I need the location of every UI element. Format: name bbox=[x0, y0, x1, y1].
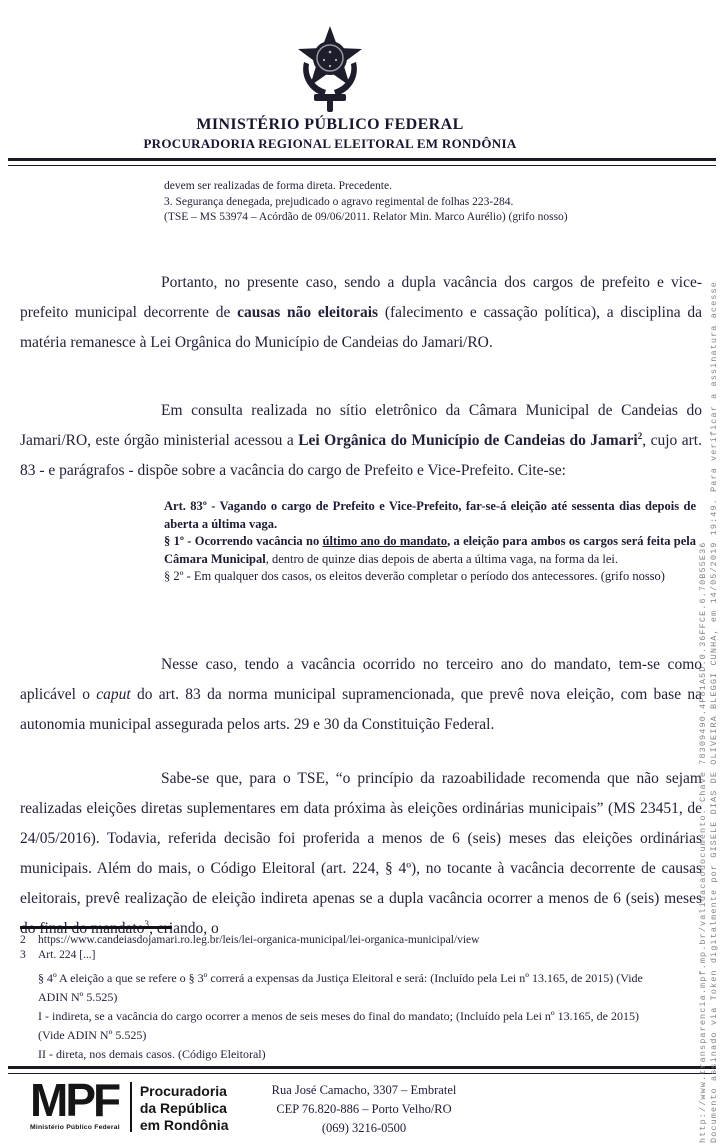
quote-line: 3. Segurança denegada, prejudicado o agravo regimental de folhas 223-284. bbox=[164, 195, 514, 208]
document-header bbox=[0, 116, 660, 152]
address-line: (069) 3216-0500 bbox=[321, 1121, 407, 1135]
paragraph-sabe-se: Sabe-se que, para o TSE, “o princípio da razoabilidade recomenda que não sejam realizadas eleições diretas suplementares em data próxima às eleições ordinárias municipais” (MS 23451, de 24/05/2016). Todavia, referida decisão foi proferida a menos de 6 (seis) meses das eleições ordinárias municipais. Além do mais, o Código Eleitoral (art. 224, § 4º), no tocante à vacância decorrente de causas eleitorais, prevê realização de eleição indireta apenas se a dupla vacância ocorrer a menos de 6 (seis) meses do final do mandato$^3$, criando, o bbox=[20, 769, 702, 937]
paragraph-2-text: § 2º - Em qualquer dos casos, os eleitos deverão completar o período dos antecessores. (grifo nosso) bbox=[164, 569, 665, 583]
ministry-title: MINISTÉRIO PÚBLICO FEDERAL bbox=[196, 116, 464, 133]
mpf-acronym: MPF bbox=[30, 1074, 119, 1126]
paragraph-nesse-caso: Nesse caso, tendo a vacância ocorrido no terceiro ano do mandato, tem-se como aplicável o caput do art. 83 da norma municipal supramencionada, que prevê nova eleição, com base na autonomia municipal assegurada pelos arts. 29 e 30 da Constituição Federal. bbox=[20, 655, 702, 733]
footnote-2 bbox=[20, 933, 684, 948]
law-article-quote bbox=[164, 498, 696, 586]
footnote-sub-line: II - direta, nos demais casos. (Código Eleitoral) bbox=[38, 1047, 266, 1061]
mpf-caption: Ministério Público Federal bbox=[30, 1124, 120, 1131]
footnote-3-details bbox=[38, 969, 668, 1064]
digital-signature-stamp-line2: http://www.transparencia.mpf.mp.br/validacaodocumento. Chave 78309490.4F81A5D.0.36FFCE.6.70B55E36 bbox=[698, 541, 708, 1143]
footer-divider bbox=[8, 1066, 716, 1074]
footnote-number: 3 bbox=[20, 949, 26, 961]
logo-divider bbox=[130, 1082, 132, 1132]
footnote-text: Art. 224 [...] bbox=[38, 949, 96, 961]
footnote-number: 2 bbox=[20, 934, 26, 946]
header-divider bbox=[8, 158, 716, 166]
jurisprudence-quote bbox=[164, 179, 694, 226]
quote-line: (TSE – MS 53974 – Acórdão de 09/06/2011. Relator Min. Marco Aurélio) (grifo nosso) bbox=[164, 211, 568, 223]
footnote-url: https://www.candeiasdojamari.ro.leg.br/leis/lei-organica-municipal/lei-organica-municipal/view bbox=[38, 934, 480, 946]
address-line: CEP 76.820-886 – Porto Velho/RO bbox=[276, 1102, 452, 1116]
paragraph-1-text: § 1º - Ocorrendo vacância no último ano do mandato, a eleição para ambos os cargos será feita pela Câmara Municipal, dentro de quinze dias depois de aberta a última vaga, na forma da lei. bbox=[164, 534, 696, 566]
mpf-logo bbox=[30, 1074, 229, 1134]
paragraph-em-consulta: Em consulta realizada no sítio eletrônico da Câmara Municipal de Candeias do Jamari/RO, este órgão ministerial acessou a Lei Orgânica do Município de Candeias do Jamari$^2$, cujo art. 83 - e parágrafos - dispõe sobre a vacância do cargo de Prefeito e Vice-Prefeito. Cite-se: bbox=[20, 401, 702, 479]
mpf-org-name: Procuradoria da República em Rondônia bbox=[139, 1083, 229, 1133]
footnote-sub-line: § 4º A eleição a que se refere o § 3º correrá a expensas da Justiça Eleitoral e será: (Incluído pela Lei nº 13.165, de 2015) (Vide ADIN Nº 5.525) bbox=[38, 971, 643, 1004]
footnote-sub-line: I - indireta, se a vacância do cargo ocorrer a menos de seis meses do final do mandato; (Incluído pela Lei nº 13.165, de 2015) (Vide ADIN Nº 5.525) bbox=[38, 1009, 639, 1042]
footnote-3 bbox=[20, 948, 684, 963]
footnote-divider bbox=[20, 926, 172, 929]
footnotes bbox=[20, 933, 684, 1065]
art-83-text: Art. 83º - Vagando o cargo de Prefeito e Vice-Prefeito, far-se-á eleição até sessenta dias depois de aberta a última vaga. bbox=[164, 499, 696, 531]
address-line: Rua José Camacho, 3307 – Embratel bbox=[271, 1083, 457, 1097]
quote-line: devem ser realizadas de forma direta. Precedente. bbox=[164, 180, 392, 192]
brazil-coat-of-arms-icon bbox=[294, 22, 366, 114]
paragraph-portanto: Portanto, no presente caso, sendo a dupla vacância dos cargos de prefeito e vice-prefeito municipal decorrente de causas não eleitorais (falecimento e cassação política), a disciplina da matéria remanesce à Lei Orgânica do Município de Candeias do Jamari/RO. bbox=[20, 273, 702, 351]
digital-signature-stamp-line1: Documento assinado via Token digitalmente por GISELE DIAS DE OLIVEIRA BLEGGI CUNHA, em 14/05/2019 19:49. Para verificar a assinatura acesse bbox=[709, 281, 719, 1143]
office-address bbox=[244, 1081, 484, 1138]
office-subtitle: PROCURADORIA REGIONAL ELEITORAL EM RONDÔNIA bbox=[143, 136, 517, 151]
